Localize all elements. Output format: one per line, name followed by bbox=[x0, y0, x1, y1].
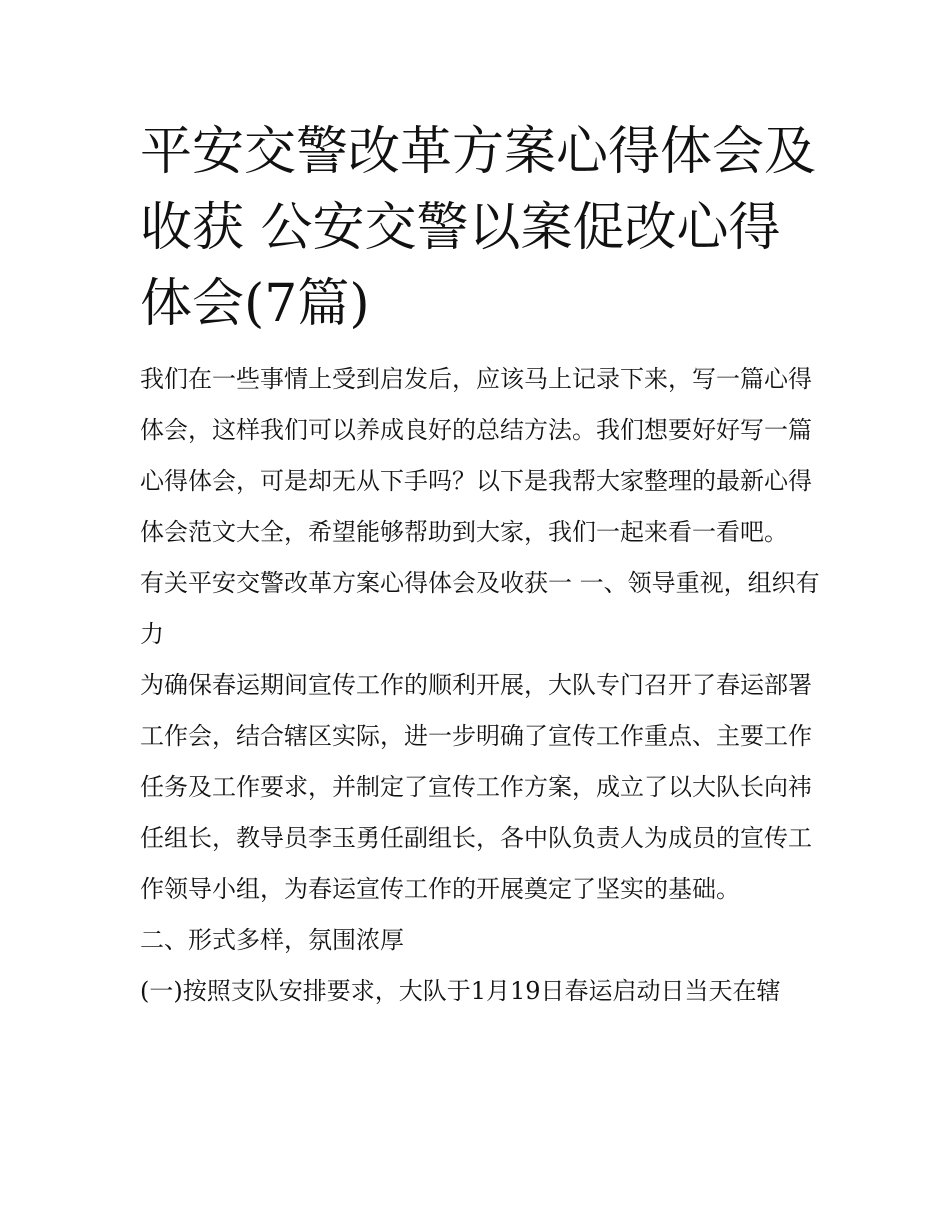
paragraph-section-heading-2: 二、形式多样，氛围浓厚 bbox=[140, 926, 404, 954]
paragraph-intro: 我们在一些事情上受到启发后，应该马上记录下来，写一篇心得体会，这样我们可以养成良好的总结方法。我们想要好好写一篇心得体会，可是却无从下手吗？以下是我帮大家整理的最新心得体会范文大全，希望能够帮助到大家，我们一起来看一看吧。 bbox=[140, 365, 812, 546]
document-title: 平安交警改革方案心得体会及收获 公安交警以案促改心得体会(7篇) bbox=[140, 122, 817, 334]
paragraph-body-2: (一)按照支队安排要求，大队于1月19日春运启动日当天在辖 bbox=[140, 977, 781, 1005]
paragraph-section-heading-1: 有关平安交警改革方案心得体会及收获一 一、领导重视，组织有力 bbox=[140, 569, 820, 648]
paragraph-body-1: 为确保春运期间宣传工作的顺利开展，大队专门召开了春运部署工作会，结合辖区实际，进一步明确了宣传工作重点、主要工作任务及工作要求，并制定了宣传工作方案，成立了以大队长向祎任组长，教导员李玉勇任副组长，各中队负责人为成员的宣传工作领导小组，为春运宣传工作的开展奠定了坚实的基础。 bbox=[140, 671, 812, 903]
document-body bbox=[140, 354, 820, 1017]
